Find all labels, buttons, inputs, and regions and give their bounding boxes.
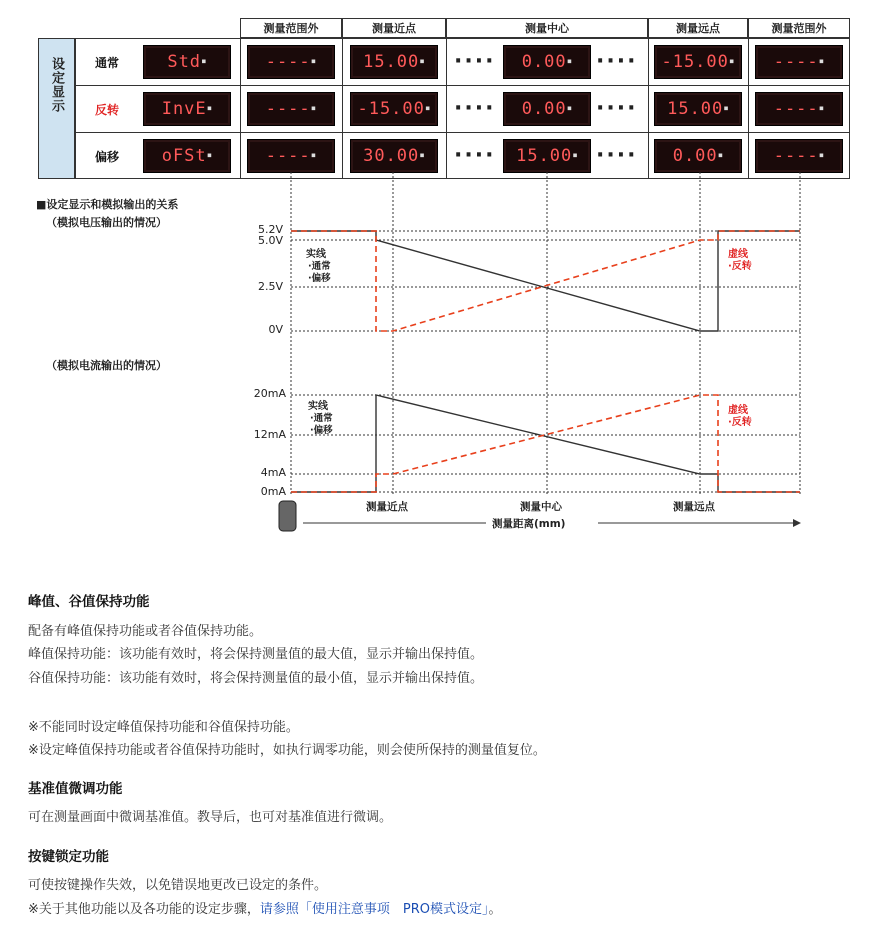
current-dashed-line bbox=[291, 395, 800, 492]
current-tick: 4mA bbox=[260, 466, 286, 479]
dashed-legend-title: 虚线 bbox=[728, 249, 748, 260]
x-axis-label: 测量距离(mm) bbox=[492, 518, 566, 530]
display-cell: ----■ bbox=[755, 92, 843, 126]
section-title-fine-adjust: 基准值微调功能 bbox=[28, 781, 123, 797]
voltage-tick: 0V bbox=[268, 323, 283, 336]
pro-mode-settings-link[interactable]: 请参照「使用注意事项 PRO模式设定」 bbox=[259, 902, 489, 917]
header-far-point: 测量远点 bbox=[648, 18, 748, 38]
voltage-tick: 5.0V bbox=[257, 234, 283, 247]
display-cell: ----■ bbox=[755, 139, 843, 173]
solid-legend-title: 实线 bbox=[308, 401, 328, 412]
current-tick: 20mA bbox=[253, 387, 286, 400]
display-cell: ----■ bbox=[247, 45, 335, 79]
section-title-peak-hold: 峰值、谷值保持功能 bbox=[28, 594, 150, 610]
display-cell: ----■ bbox=[247, 92, 335, 126]
current-tick: 12mA bbox=[253, 428, 286, 441]
row-label-inverse: 反转 bbox=[95, 103, 120, 117]
ellipsis: ···· bbox=[454, 143, 496, 168]
voltage-caption: （模拟电压输出的情况） bbox=[46, 216, 167, 229]
dashed-legend-item: ·反转 bbox=[728, 417, 752, 428]
solid-legend-item: ·通常 bbox=[310, 413, 333, 424]
display-cell: Std■ bbox=[143, 45, 231, 79]
note-line: ※不能同时设定峰值保持功能和谷值保持功能。 bbox=[28, 720, 299, 735]
display-cell: 15.00■ bbox=[350, 45, 438, 79]
display-cell: ----■ bbox=[755, 45, 843, 79]
row-label-offset: 偏移 bbox=[95, 150, 120, 164]
solid-legend-title: 实线 bbox=[306, 249, 326, 260]
solid-legend-item: ·通常 bbox=[308, 261, 331, 272]
display-cell: 0.00■ bbox=[503, 92, 591, 126]
display-cell: -15.00■ bbox=[654, 45, 742, 79]
dashed-legend-title: 虚线 bbox=[728, 405, 748, 416]
dashed-legend-item: ·反转 bbox=[728, 261, 752, 272]
display-cell: oFSt■ bbox=[143, 139, 231, 173]
x-label-far: 测量远点 bbox=[673, 501, 715, 513]
header-center: 测量中心 bbox=[446, 18, 648, 38]
note-line: ※设定峰值保持功能或者谷值保持功能时，如执行调零功能，则会使所保持的测量值复位。 bbox=[28, 743, 546, 758]
current-caption: （模拟电流输出的情况） bbox=[46, 359, 167, 372]
note-suffix: 。 bbox=[488, 902, 502, 917]
header-near-point: 测量近点 bbox=[342, 18, 446, 38]
current-solid-line bbox=[291, 395, 800, 492]
note-line-with-link bbox=[28, 898, 502, 917]
paragraph-line: 谷值保持功能：该功能有效时，将会保持测量值的最小值，显示并输出保持值。 bbox=[28, 671, 484, 686]
solid-legend-item: ·偏移 bbox=[308, 273, 331, 284]
voltage-dashed-line bbox=[291, 231, 800, 331]
ellipsis: ···· bbox=[454, 96, 496, 121]
note-prefix: ※关于其他功能以及各功能的设定步骤， bbox=[28, 902, 260, 917]
ellipsis: ···· bbox=[596, 49, 638, 74]
x-label-center: 测量中心 bbox=[520, 501, 562, 513]
display-cell: InvE■ bbox=[143, 92, 231, 126]
voltage-tick: 5.2V bbox=[257, 223, 283, 236]
paragraph-line: 可使按键操作失效，以免错误地更改已设定的条件。 bbox=[28, 878, 328, 893]
row-label-normal: 通常 bbox=[95, 56, 120, 70]
ellipsis: ···· bbox=[454, 49, 496, 74]
voltage-solid-line bbox=[291, 231, 800, 331]
paragraph-line: 峰值保持功能：该功能有效时，将会保持测量值的最大值，显示并输出保持值。 bbox=[28, 647, 484, 662]
solid-legend-item: ·偏移 bbox=[310, 425, 333, 436]
display-cell: 0.00■ bbox=[503, 45, 591, 79]
section-title-key-lock: 按键锁定功能 bbox=[28, 849, 109, 865]
ellipsis: ···· bbox=[596, 96, 638, 121]
display-cell: -15.00■ bbox=[350, 92, 438, 126]
voltage-tick: 2.5V bbox=[257, 280, 283, 293]
display-cell: ----■ bbox=[247, 139, 335, 173]
current-tick: 0mA bbox=[260, 485, 286, 498]
diagram-title: ■设定显示和模拟输出的关系 bbox=[36, 198, 179, 211]
display-cell: 0.00■ bbox=[654, 139, 742, 173]
display-cell: 15.00■ bbox=[654, 92, 742, 126]
paragraph-line: 可在测量画面中微调基准值。教导后，也可对基准值进行微调。 bbox=[28, 810, 393, 825]
display-cell: 30.00■ bbox=[350, 139, 438, 173]
x-label-near: 测量近点 bbox=[366, 501, 408, 513]
header-out-of-range-right: 测量范围外 bbox=[748, 18, 850, 38]
paragraph-line: 配备有峰值保持功能或者谷值保持功能。 bbox=[28, 624, 263, 639]
ellipsis: ···· bbox=[596, 143, 638, 168]
x-axis-arrow-icon bbox=[793, 519, 801, 527]
sidebar-setting-display: 设定显示 bbox=[38, 38, 75, 179]
header-out-of-range-left: 测量范围外 bbox=[240, 18, 342, 38]
sensor-head-icon bbox=[279, 501, 296, 531]
display-cell: 15.00■ bbox=[503, 139, 591, 173]
